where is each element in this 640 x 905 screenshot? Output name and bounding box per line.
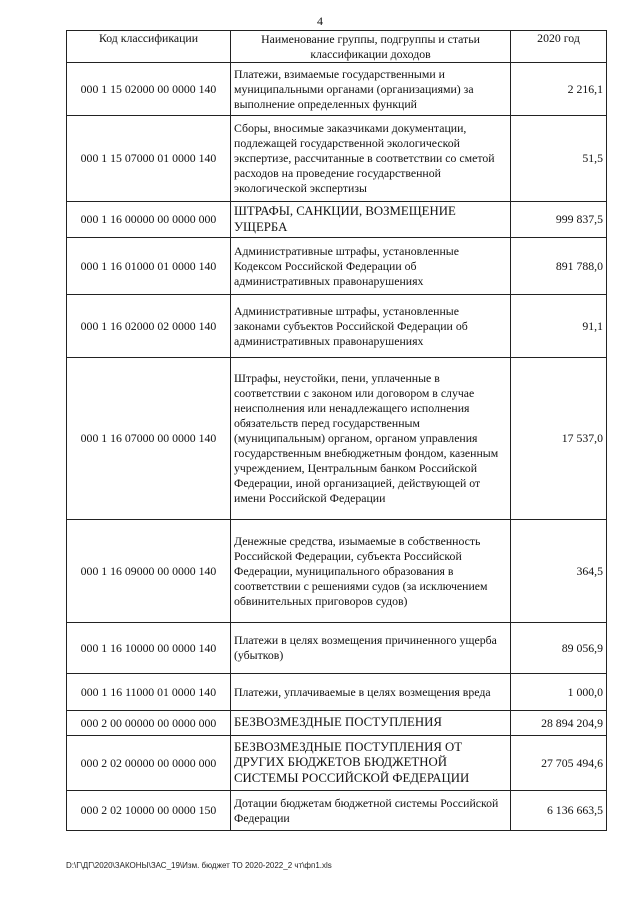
row-name: Платежи в целях возмещения причиненного ущерба (убытков)	[231, 623, 511, 674]
table-row	[67, 295, 607, 358]
row-code: 000 1 15 02000 00 0000 140	[67, 63, 231, 116]
row-code: 000 1 16 02000 02 0000 140	[67, 295, 231, 358]
table-row	[67, 791, 607, 831]
table-row	[67, 116, 607, 202]
row-value: 28 894 204,9	[511, 711, 607, 736]
header-name: Наименование группы, подгруппы и статьи классификации доходов	[231, 31, 511, 63]
row-value: 999 837,5	[511, 202, 607, 238]
row-name: ШТРАФЫ, САНКЦИИ, ВОЗМЕЩЕНИЕ УЩЕРБА	[231, 202, 511, 238]
row-code: 000 1 16 10000 00 0000 140	[67, 623, 231, 674]
table-header-row	[67, 31, 607, 63]
revenue-table	[66, 30, 607, 831]
header-year: 2020 год	[511, 31, 607, 63]
row-value: 891 788,0	[511, 238, 607, 295]
table-row	[67, 238, 607, 295]
row-value: 364,5	[511, 520, 607, 623]
row-value: 51,5	[511, 116, 607, 202]
table-row	[67, 736, 607, 791]
row-name: БЕЗВОЗМЕЗДНЫЕ ПОСТУПЛЕНИЯ ОТ ДРУГИХ БЮДЖЕТОВ БЮДЖЕТНОЙ СИСТЕМЫ РОССИЙСКОЙ ФЕДЕРАЦИИ	[231, 736, 511, 791]
row-name: Дотации бюджетам бюджетной системы Российской Федерации	[231, 791, 511, 831]
table-row	[67, 202, 607, 238]
table-row	[67, 623, 607, 674]
row-name: Административные штрафы, установленные законами субъектов Российской Федерации об административных правонарушениях	[231, 295, 511, 358]
row-code: 000 2 02 10000 00 0000 150	[67, 791, 231, 831]
row-value: 27 705 494,6	[511, 736, 607, 791]
row-name: БЕЗВОЗМЕЗДНЫЕ ПОСТУПЛЕНИЯ	[231, 711, 511, 736]
row-name: Штрафы, неустойки, пени, уплаченные в соответствии с законом или договором в случае неисполнения или ненадлежащего исполнения обязательств перед государственным (муниципальным) органом, органом управления государственным внебюджетным фондом, казенным учреждением, Центральным банком Российской Федерации, иной организацией, действующей от имени Российской Федерации	[231, 358, 511, 520]
table-row	[67, 520, 607, 623]
row-value: 1 000,0	[511, 674, 607, 711]
table-row	[67, 63, 607, 116]
file-path-footer: D:\Г\ДГ\2020\ЗАКОНЫ\ЗАС_19\Изм. бюджет ТО 2020-2022_2 чт\фп1.xls	[66, 861, 332, 870]
row-code: 000 1 16 00000 00 0000 000	[67, 202, 231, 238]
row-value: 89 056,9	[511, 623, 607, 674]
row-code: 000 2 02 00000 00 0000 000	[67, 736, 231, 791]
row-name: Денежные средства, изымаемые в собственность Российской Федерации, субъекта Российской Федерации, муниципального образования в соответствии с решениями судов (за исключением обвинительных приговоров судов)	[231, 520, 511, 623]
row-name: Сборы, вносимые заказчиками документации, подлежащей государственной экологической экспертизе, рассчитанные в соответствии со сметой расходов на проведение государственной экологической экспертизы	[231, 116, 511, 202]
row-value: 91,1	[511, 295, 607, 358]
header-code: Код классификации	[67, 31, 231, 63]
row-code: 000 1 15 07000 01 0000 140	[67, 116, 231, 202]
row-name: Платежи, уплачиваемые в целях возмещения вреда	[231, 674, 511, 711]
page-number: 4	[317, 14, 323, 28]
row-code: 000 1 16 09000 00 0000 140	[67, 520, 231, 623]
row-name: Административные штрафы, установленные Кодексом Российской Федерации об административных правонарушениях	[231, 238, 511, 295]
row-code: 000 2 00 00000 00 0000 000	[67, 711, 231, 736]
table-row	[67, 711, 607, 736]
row-code: 000 1 16 11000 01 0000 140	[67, 674, 231, 711]
row-code: 000 1 16 07000 00 0000 140	[67, 358, 231, 520]
table-row	[67, 674, 607, 711]
row-name: Платежи, взимаемые государственными и муниципальными органами (организациями) за выполнение определенных функций	[231, 63, 511, 116]
table-row	[67, 358, 607, 520]
row-value: 17 537,0	[511, 358, 607, 520]
row-value: 2 216,1	[511, 63, 607, 116]
row-value: 6 136 663,5	[511, 791, 607, 831]
row-code: 000 1 16 01000 01 0000 140	[67, 238, 231, 295]
